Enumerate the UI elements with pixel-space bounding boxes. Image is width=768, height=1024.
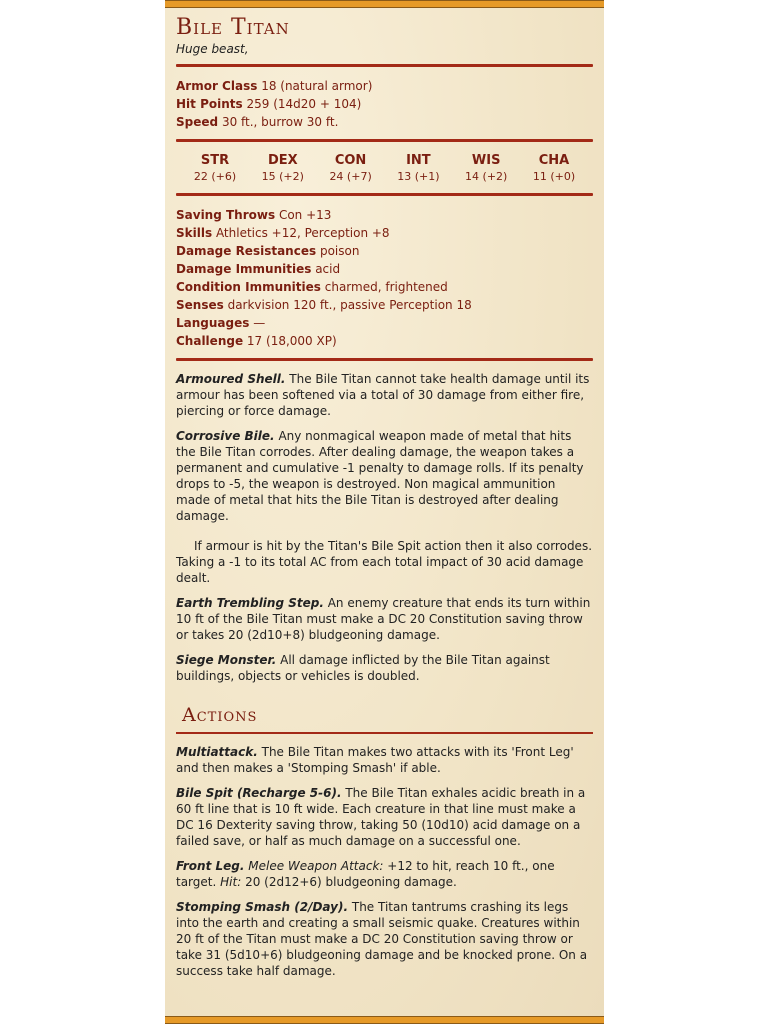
stat-block (165, 0, 604, 1024)
trait-corrosive-bile-continued (176, 538, 593, 586)
ability-int (385, 152, 451, 185)
divider (176, 358, 593, 361)
creature-name: Bile Titan (176, 15, 290, 40)
detail-label: Damage Immunities (176, 262, 312, 276)
hit-points-value: 259 (14d20 + 104) (246, 97, 362, 111)
ability-name: INT (406, 153, 431, 168)
divider (176, 732, 593, 734)
ability-score: 24 (+7) (329, 170, 372, 183)
trait-text: The Bile Titan cannot take health damage until its armour has been softened via a total of 30 damage from either fire, piercing or force damage. (176, 372, 590, 418)
top-border (165, 0, 604, 8)
detail-label: Condition Immunities (176, 280, 321, 294)
divider (176, 64, 593, 67)
action-title: Stomping Smash (2/Day). (176, 900, 349, 914)
ability-name: CON (334, 153, 367, 168)
ability-score: 11 (+0) (532, 170, 576, 183)
actions-heading: Actions (182, 704, 258, 726)
action-title: Multiattack. (176, 745, 258, 759)
detail-value: darkvision 120 ft., passive Perception 18 (227, 298, 472, 312)
ability-dex (250, 152, 316, 185)
trait-text: An enemy creature that ends its turn within 10 ft of the Bile Titan must make a DC 20 Constitution saving throw or takes 20 (2d10+8) bludgeoning damage. (176, 596, 591, 642)
trait-earth-trembling-step (176, 595, 593, 643)
ability-name: DEX (267, 153, 298, 168)
trait-title: Armoured Shell. (176, 372, 286, 386)
detail-condition-immunities (176, 278, 593, 296)
detail-damage-immunities (176, 260, 593, 278)
detail-skills (176, 224, 593, 242)
ability-name: STR (200, 153, 230, 168)
detail-label: Languages (176, 316, 250, 330)
attack-type: Melee Weapon Attack: (248, 859, 384, 873)
action-text: The Bile Titan exhales acidic breath in a 60 ft line that is 10 ft wide. Each creature in that line must make a DC 16 Dexterity saving throw, taking 50 (10d10) acid damage on a failed save, or half as much damage on a successful one. (176, 786, 586, 848)
ability-scores (176, 152, 593, 185)
divider (176, 193, 593, 196)
trait-armoured-shell (176, 371, 593, 419)
detail-value: Con +13 (278, 208, 332, 222)
action-text: +12 to hit, reach 10 ft., one target. (176, 859, 555, 889)
ability-score: 15 (+2) (261, 170, 304, 183)
speed-line (176, 113, 593, 131)
detail-value: Athletics +12, Perception +8 (215, 226, 390, 240)
ability-wis (453, 152, 519, 185)
detail-damage-resistances (176, 242, 593, 260)
armor-class-line (176, 77, 593, 95)
ability-cha (521, 152, 587, 185)
action-stomping-smash (176, 899, 593, 979)
detail-label: Damage Resistances (176, 244, 317, 258)
detail-languages (176, 314, 593, 332)
detail-label: Challenge (176, 334, 244, 348)
ability-name: CHA (538, 153, 570, 168)
bottom-border (165, 1016, 604, 1024)
trait-title: Siege Monster. (176, 653, 277, 667)
ability-name: WIS (471, 153, 501, 168)
action-front-leg (176, 858, 593, 890)
detail-value: 17 (18,000 XP) (246, 334, 337, 348)
divider (176, 139, 593, 142)
detail-value: — (253, 316, 266, 330)
trait-title: Earth Trembling Step. (176, 596, 324, 610)
action-text: The Bile Titan makes two attacks with its 'Front Leg' and then makes a 'Stomping Smash' if able. (176, 745, 574, 775)
hit-label: Hit: (220, 875, 242, 889)
trait-text: All damage inflicted by the Bile Titan against buildings, objects or vehicles is doubled. (176, 653, 550, 683)
stat-block-content (176, 14, 593, 988)
action-title: Front Leg. (176, 859, 245, 873)
detail-label: Skills (176, 226, 213, 240)
trait-text: Any nonmagical weapon made of metal that hits the Bile Titan corrodes. After dealing damage, the weapon takes a permanent and cumulative -1 penalty to damage rolls. If its penalty drops to -5, the weapon is destroyed. Non magical ammunition made of metal that hits the Bile Titan is destroyed after dealing damage. (176, 429, 584, 523)
detail-label: Saving Throws (176, 208, 276, 222)
ability-str (182, 152, 248, 185)
ability-score: 22 (+6) (193, 170, 237, 183)
action-text: The Titan tantrums crashing its legs into the earth and creating a small seismic quake. Creatures within 20 ft of the Titan must make a DC 20 Constitution saving throw or take 31 (5d10+6) bludgeoning damage and be knocked prone. On a success take half damage. (176, 900, 588, 978)
hit-points-label: Hit Points (176, 97, 243, 111)
action-title: Bile Spit (Recharge 5-6). (176, 786, 342, 800)
speed-label: Speed (176, 115, 219, 129)
ability-con (318, 152, 384, 185)
detail-value: charmed, frightened (324, 280, 448, 294)
action-bile-spit (176, 785, 593, 849)
trait-title: Corrosive Bile. (176, 429, 275, 443)
ability-score: 14 (+2) (465, 170, 508, 183)
detail-challenge (176, 332, 593, 350)
action-multiattack (176, 744, 593, 776)
detail-senses (176, 296, 593, 314)
trait-text: If armour is hit by the Titan's Bile Spit action then it also corrodes. Taking a -1 to its total AC from each total impact of 30 acid damage dealt. (176, 539, 593, 585)
trait-siege-monster (176, 652, 593, 684)
action-text: 20 (2d12+6) bludgeoning damage. (245, 875, 457, 889)
hit-points-line (176, 95, 593, 113)
ability-score: 13 (+1) (397, 170, 440, 183)
speed-value: 30 ft., burrow 30 ft. (221, 115, 339, 129)
armor-class-value: 18 (natural armor) (261, 79, 373, 93)
detail-saving-throws (176, 206, 593, 224)
detail-value: acid (315, 262, 341, 276)
detail-label: Senses (176, 298, 224, 312)
trait-corrosive-bile (176, 428, 593, 524)
detail-value: poison (319, 244, 360, 258)
creature-type: Huge beast, (176, 42, 249, 56)
armor-class-label: Armor Class (176, 79, 258, 93)
